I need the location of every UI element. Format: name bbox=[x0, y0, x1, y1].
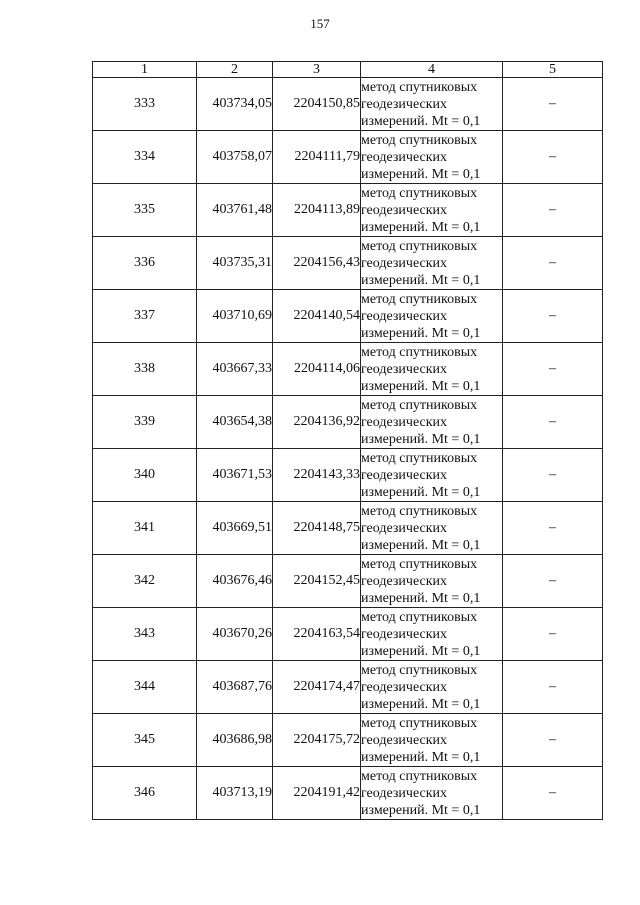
table-row bbox=[93, 396, 603, 449]
note-cell: – bbox=[503, 555, 603, 608]
x-coordinate-cell: 403654,38 bbox=[197, 396, 273, 449]
y-coordinate-cell: 2204150,85 bbox=[273, 78, 361, 131]
point-number-cell: 344 bbox=[93, 661, 197, 714]
column-header-2: 2 bbox=[197, 62, 273, 78]
point-number-cell: 336 bbox=[93, 237, 197, 290]
point-number-cell: 346 bbox=[93, 767, 197, 820]
method-line-1: метод спутниковых bbox=[361, 609, 478, 625]
x-coordinate-cell: 403667,33 bbox=[197, 343, 273, 396]
y-coordinate-cell: 2204114,06 bbox=[273, 343, 361, 396]
method-cell bbox=[361, 184, 503, 237]
x-coordinate-cell: 403671,53 bbox=[197, 449, 273, 502]
table-row bbox=[93, 608, 603, 661]
method-line-2: геодезических bbox=[361, 255, 448, 271]
table-row bbox=[93, 661, 603, 714]
x-coordinate-cell: 403676,46 bbox=[197, 555, 273, 608]
point-number-cell: 334 bbox=[93, 131, 197, 184]
y-coordinate-cell: 2204113,89 bbox=[273, 184, 361, 237]
method-cell bbox=[361, 237, 503, 290]
method-cell bbox=[361, 502, 503, 555]
point-number-cell: 337 bbox=[93, 290, 197, 343]
y-coordinate-cell: 2204163,54 bbox=[273, 608, 361, 661]
method-cell bbox=[361, 343, 503, 396]
note-cell: – bbox=[503, 396, 603, 449]
y-coordinate-cell: 2204136,92 bbox=[273, 396, 361, 449]
note-cell: – bbox=[503, 78, 603, 131]
method-line-2: геодезических bbox=[361, 679, 448, 695]
method-line-3: измерений. Mt = 0,1 bbox=[361, 113, 481, 129]
method-cell bbox=[361, 608, 503, 661]
method-line-3: измерений. Mt = 0,1 bbox=[361, 696, 481, 712]
column-header-3: 3 bbox=[273, 62, 361, 78]
method-line-3: измерений. Mt = 0,1 bbox=[361, 484, 481, 500]
method-line-2: геодезических bbox=[361, 414, 448, 430]
method-line-2: геодезических bbox=[361, 96, 448, 112]
y-coordinate-cell: 2204156,43 bbox=[273, 237, 361, 290]
method-line-1: метод спутниковых bbox=[361, 132, 478, 148]
method-line-2: геодезических bbox=[361, 785, 448, 801]
note-cell: – bbox=[503, 502, 603, 555]
method-line-1: метод спутниковых bbox=[361, 503, 478, 519]
y-coordinate-cell: 2204175,72 bbox=[273, 714, 361, 767]
x-coordinate-cell: 403710,69 bbox=[197, 290, 273, 343]
method-line-1: метод спутниковых bbox=[361, 185, 478, 201]
x-coordinate-cell: 403734,05 bbox=[197, 78, 273, 131]
table-row bbox=[93, 184, 603, 237]
point-number-cell: 335 bbox=[93, 184, 197, 237]
column-header-5: 5 bbox=[503, 62, 603, 78]
method-line-1: метод спутниковых bbox=[361, 397, 478, 413]
y-coordinate-cell: 2204152,45 bbox=[273, 555, 361, 608]
table-row bbox=[93, 131, 603, 184]
method-line-2: геодезических bbox=[361, 732, 448, 748]
table-row bbox=[93, 714, 603, 767]
y-coordinate-cell: 2204111,79 bbox=[273, 131, 361, 184]
note-cell: – bbox=[503, 131, 603, 184]
point-number-cell: 340 bbox=[93, 449, 197, 502]
method-line-2: геодезических bbox=[361, 467, 448, 483]
method-cell bbox=[361, 767, 503, 820]
column-header-4: 4 bbox=[361, 62, 503, 78]
note-cell: – bbox=[503, 343, 603, 396]
x-coordinate-cell: 403761,48 bbox=[197, 184, 273, 237]
table-row bbox=[93, 78, 603, 131]
note-cell: – bbox=[503, 449, 603, 502]
y-coordinate-cell: 2204174,47 bbox=[273, 661, 361, 714]
method-cell bbox=[361, 290, 503, 343]
method-line-1: метод спутниковых bbox=[361, 238, 478, 254]
method-line-2: геодезических bbox=[361, 520, 448, 536]
table-row bbox=[93, 237, 603, 290]
x-coordinate-cell: 403687,76 bbox=[197, 661, 273, 714]
x-coordinate-cell: 403758,07 bbox=[197, 131, 273, 184]
method-line-3: измерений. Mt = 0,1 bbox=[361, 219, 481, 235]
coordinates-table bbox=[92, 61, 603, 820]
x-coordinate-cell: 403670,26 bbox=[197, 608, 273, 661]
x-coordinate-cell: 403669,51 bbox=[197, 502, 273, 555]
table-row bbox=[93, 343, 603, 396]
method-cell bbox=[361, 661, 503, 714]
method-cell bbox=[361, 78, 503, 131]
method-cell bbox=[361, 131, 503, 184]
y-coordinate-cell: 2204148,75 bbox=[273, 502, 361, 555]
note-cell: – bbox=[503, 767, 603, 820]
page-number: 157 bbox=[310, 16, 330, 31]
x-coordinate-cell: 403686,98 bbox=[197, 714, 273, 767]
table-row bbox=[93, 555, 603, 608]
method-line-3: измерений. Mt = 0,1 bbox=[361, 643, 481, 659]
method-line-1: метод спутниковых bbox=[361, 79, 478, 95]
method-line-1: метод спутниковых bbox=[361, 450, 478, 466]
method-line-3: измерений. Mt = 0,1 bbox=[361, 590, 481, 606]
method-line-3: измерений. Mt = 0,1 bbox=[361, 537, 481, 553]
method-line-2: геодезических bbox=[361, 149, 448, 165]
method-line-3: измерений. Mt = 0,1 bbox=[361, 166, 481, 182]
method-line-3: измерений. Mt = 0,1 bbox=[361, 272, 481, 288]
point-number-cell: 333 bbox=[93, 78, 197, 131]
note-cell: – bbox=[503, 608, 603, 661]
note-cell: – bbox=[503, 661, 603, 714]
x-coordinate-cell: 403713,19 bbox=[197, 767, 273, 820]
note-cell: – bbox=[503, 714, 603, 767]
method-line-2: геодезических bbox=[361, 626, 448, 642]
method-cell bbox=[361, 449, 503, 502]
method-line-3: измерений. Mt = 0,1 bbox=[361, 378, 481, 394]
method-line-3: измерений. Mt = 0,1 bbox=[361, 802, 481, 818]
table-body bbox=[93, 78, 603, 820]
table-row bbox=[93, 449, 603, 502]
method-line-1: метод спутниковых bbox=[361, 768, 478, 784]
x-coordinate-cell: 403735,31 bbox=[197, 237, 273, 290]
point-number-cell: 342 bbox=[93, 555, 197, 608]
method-line-3: измерений. Mt = 0,1 bbox=[361, 749, 481, 765]
table-header bbox=[93, 62, 603, 78]
method-line-1: метод спутниковых bbox=[361, 291, 478, 307]
table-row bbox=[93, 502, 603, 555]
method-line-2: геодезических bbox=[361, 573, 448, 589]
note-cell: – bbox=[503, 184, 603, 237]
table-row bbox=[93, 290, 603, 343]
method-cell bbox=[361, 714, 503, 767]
y-coordinate-cell: 2204143,33 bbox=[273, 449, 361, 502]
y-coordinate-cell: 2204191,42 bbox=[273, 767, 361, 820]
header-row bbox=[93, 62, 603, 78]
note-cell: – bbox=[503, 290, 603, 343]
point-number-cell: 339 bbox=[93, 396, 197, 449]
y-coordinate-cell: 2204140,54 bbox=[273, 290, 361, 343]
method-line-2: геодезических bbox=[361, 202, 448, 218]
method-line-1: метод спутниковых bbox=[361, 344, 478, 360]
method-cell bbox=[361, 396, 503, 449]
note-cell: – bbox=[503, 237, 603, 290]
method-line-3: измерений. Mt = 0,1 bbox=[361, 325, 481, 341]
method-cell bbox=[361, 555, 503, 608]
column-header-1: 1 bbox=[93, 62, 197, 78]
point-number-cell: 341 bbox=[93, 502, 197, 555]
point-number-cell: 345 bbox=[93, 714, 197, 767]
method-line-2: геодезических bbox=[361, 361, 448, 377]
table-row bbox=[93, 767, 603, 820]
method-line-1: метод спутниковых bbox=[361, 556, 478, 572]
method-line-2: геодезических bbox=[361, 308, 448, 324]
method-line-1: метод спутниковых bbox=[361, 715, 478, 731]
point-number-cell: 338 bbox=[93, 343, 197, 396]
method-line-3: измерений. Mt = 0,1 bbox=[361, 431, 481, 447]
point-number-cell: 343 bbox=[93, 608, 197, 661]
method-line-1: метод спутниковых bbox=[361, 662, 478, 678]
